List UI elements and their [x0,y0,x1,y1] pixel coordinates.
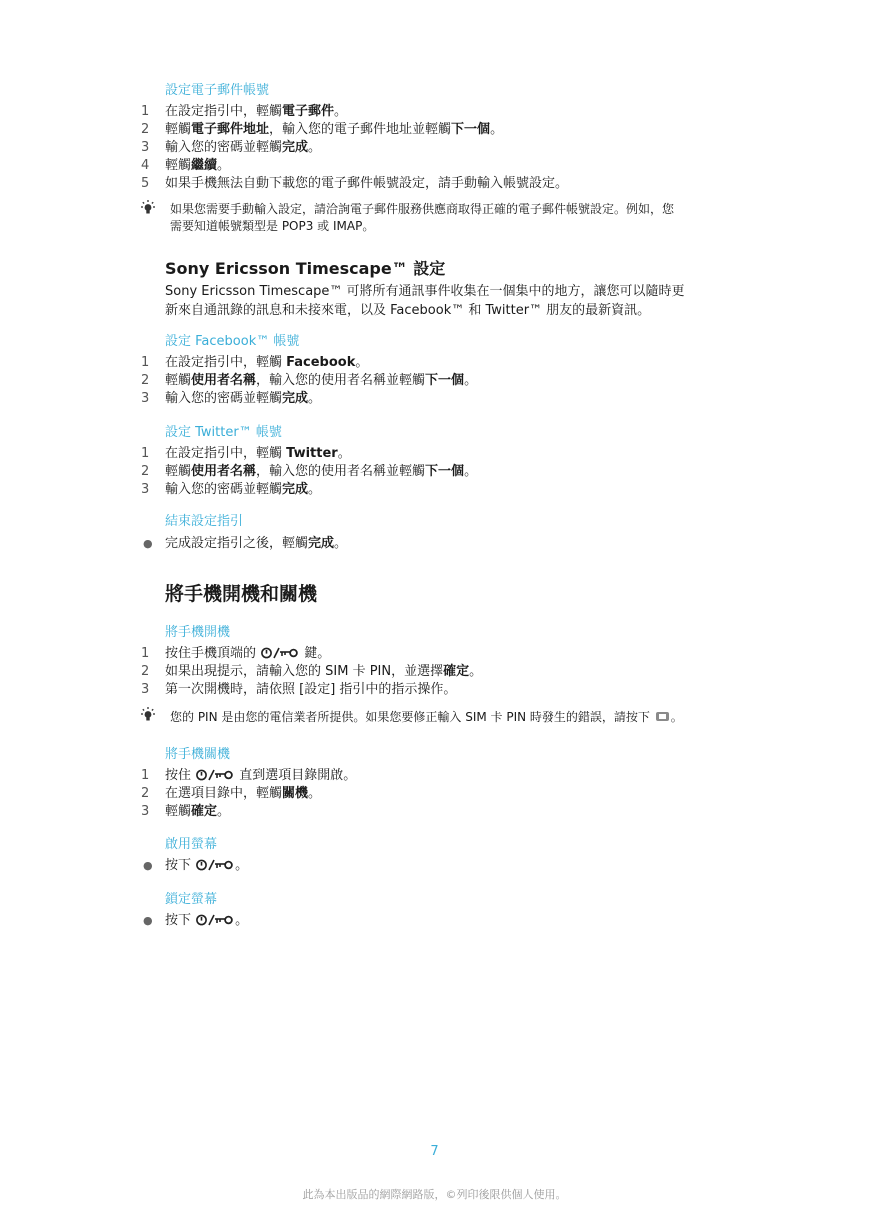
list-item: 3 輕觸確定。 [141,804,231,819]
list-item: 1 在設定指引中，輕觸電子郵件。 [141,104,348,119]
twitter-section-title: 設定 Twitter™ 帳號 [165,425,282,440]
email-section-title: 設定電子郵件帳號 [165,83,270,98]
backspace-key-icon [656,712,669,721]
twitter-steps [141,445,841,499]
list-item: 2 在選項目錄中，輕觸關機。 [141,786,322,801]
list-item: 2 輕觸電子郵件地址，輸入您的電子郵件地址並輕觸下一個。 [141,122,504,137]
list-item: 1 在設定指引中，輕觸 Twitter。 [141,446,351,461]
power-heading: 將手機開機和關機 [165,583,318,605]
list-item: 1 在設定指引中，輕觸 Facebook。 [141,355,369,370]
lightbulb-icon [139,706,157,728]
list-item: 1 按住手機頂端的 鍵。 [141,645,841,663]
timescape-paragraph: Sony Ericsson Timescape™ 可將所有通訊事件收集在一個集中的地方，讓您可以隨時更 新來自通訊錄的訊息和未接來電，以及 Facebook™ 和 Twitter™ 朋友的最新資訊。 [165,284,685,318]
power-off-steps [141,767,841,821]
list-item: 3 輸入您的密碼並輕觸完成。 [141,482,322,497]
power-lock-key-icon [196,914,234,932]
email-steps [141,103,841,193]
list-item: 2 輕觸使用者名稱，輸入您的使用者名稱並輕觸下一個。 [141,373,478,388]
facebook-section-title: 設定 Facebook™ 帳號 [165,334,300,349]
email-tip: 如果您需要手動輸入設定，請洽詢電子郵件服務供應商取得正確的電子郵件帳號設定。例如，您 需要知道帳號類型是 POP3 或 IMAP。 [170,202,675,233]
power-on-steps [141,645,841,699]
pin-tip: 您的 PIN 是由您的電信業者所提供。如果您要修正輸入 SIM 卡 PIN 時發生的錯誤，請按下 。 [170,710,683,724]
list-item: 2 如果出現提示，請輸入您的 SIM 卡 PIN，並選擇確定。 [141,664,483,679]
power-off-title: 將手機關機 [165,747,231,762]
power-on-title: 將手機開機 [165,625,231,640]
list-item: ● 完成設定指引之後，輕觸完成。 [143,536,348,551]
list-item: ● 按下 。 [141,912,841,930]
page-number: 7 [430,1144,439,1159]
finish-section-title: 結束設定指引 [165,514,244,529]
list-item: ● 按下 。 [141,857,841,875]
list-item: 1 按住 直到選項目錄開啟。 [141,767,841,785]
timescape-heading: Sony Ericsson Timescape™ 設定 [165,259,446,278]
list-item: 4 輕觸繼續。 [141,158,231,173]
footer-notice: 此為本出版品的網際網路版，©列印後限供個人使用。 [302,1188,567,1201]
lock-screen-title: 鎖定螢幕 [165,892,218,907]
list-item: 2 輕觸使用者名稱，輸入您的使用者名稱並輕觸下一個。 [141,464,478,479]
list-item: 5 如果手機無法自動下載您的電子郵件帳號設定，請手動輸入帳號設定。 [141,176,569,191]
facebook-steps [141,354,841,408]
power-lock-key-icon [196,859,234,877]
list-item: 3 輸入您的密碼並輕觸完成。 [141,140,322,155]
list-item: 3 輸入您的密碼並輕觸完成。 [141,391,322,406]
list-item: 3 第一次開機時，請依照 [設定] 指引中的指示操作。 [141,682,457,697]
wake-screen-title: 啟用螢幕 [165,837,218,852]
lightbulb-icon [139,199,157,221]
